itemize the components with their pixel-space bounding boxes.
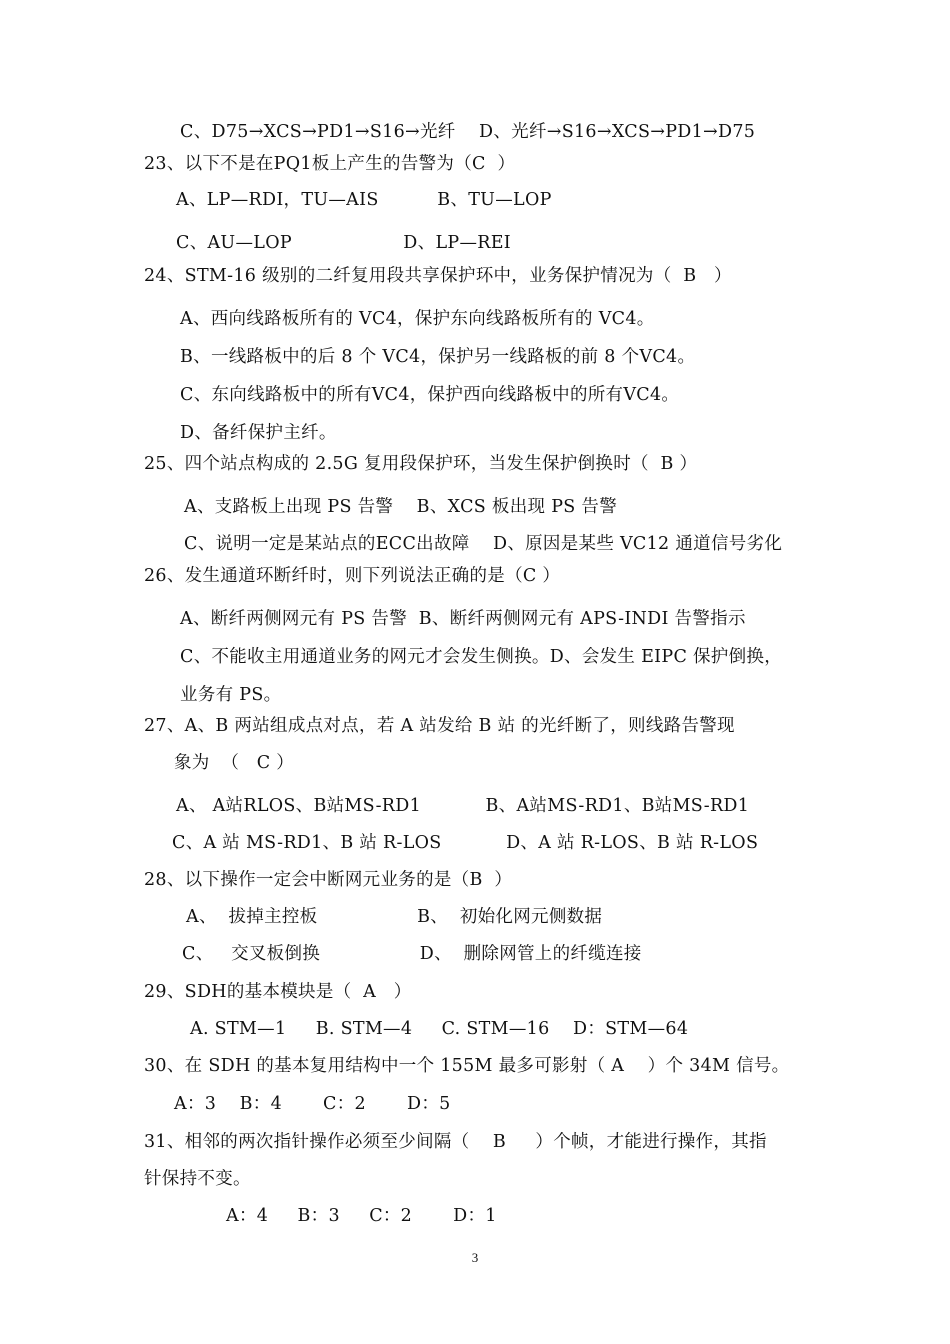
question-26: 26、发生通道环断纤时，则下列说法正确的是（C ）: [144, 566, 561, 586]
question-30: 30、在 SDH 的基本复用结构中一个 155M 最多可影射（ A ）个 34M 信号。: [144, 1056, 790, 1076]
options-q31: A：4 B：3 C：2 D：1: [226, 1206, 497, 1226]
question-27-cont: 象为 （ C ）: [174, 753, 295, 773]
options-q29: A. STM—1 B. STM—4 C. STM—16 D：STM—64: [190, 1019, 689, 1039]
option-ab-q25: A、支路板上出现 PS 告警 B、XCS 板出现 PS 告警: [184, 497, 618, 517]
option-ab-q28: A、 拔掉主控板 B、 初始化网元侧数据: [186, 907, 603, 927]
option-cd-q27: C、A 站 MS-RD1、B 站 R-LOS D、A 站 R-LOS、B 站 R-LOS: [172, 833, 759, 853]
options-q30: A：3 B：4 C：2 D：5: [174, 1094, 451, 1114]
option-cd-q23: C、AU—LOP D、LP—REI: [176, 233, 512, 253]
option-cd-q28: C、 交叉板倒换 D、 删除网管上的纤缆连接: [182, 944, 642, 964]
option-cd-q25: C、说明一定是某站点的ECC出故障 D、原因是某些 VC12 通道信号劣化: [184, 534, 783, 554]
question-31: 31、相邻的两次指针操作必须至少间隔（ B ）个帧，才能进行操作，其指: [144, 1132, 767, 1152]
text-line-c-option-q22: C、D75→XCS→PD1→S16→光纤 D、光纤→S16→XCS→PD1→D75: [180, 122, 756, 142]
option-ab-q23: A、LP—RDI，TU—AIS B、TU—LOP: [176, 190, 552, 210]
question-25: 25、四个站点构成的 2.5G 复用段保护环，当发生保护倒换时（ B ）: [144, 454, 698, 474]
question-27: 27、A、B 两站组成点对点，若 A 站发给 B 站 的光纤断了，则线路告警现: [144, 716, 735, 736]
option-cd-q26: C、不能收主用通道业务的网元才会发生侧换。D、会发生 EIPC 保护倒换，: [180, 647, 782, 667]
question-28: 28、以下操作一定会中断网元业务的是（B ）: [144, 870, 513, 890]
option-ab-q26: A、断纤两侧网元有 PS 告警 B、断纤两侧网元有 APS-INDI 告警指示: [180, 609, 746, 629]
question-29: 29、SDH的基本模块是（ A ）: [144, 982, 412, 1002]
option-ab-q27: A、 A站RLOS、B站MS-RD1 B、A站MS-RD1、B站MS-RD1: [176, 796, 750, 816]
option-d-q24: D、备纤保护主纤。: [180, 423, 337, 443]
option-b-q24: B、一线路板中的后 8 个 VC4，保护另一线路板的前 8 个VC4。: [180, 347, 696, 367]
option-a-q24: A、西向线路板所有的 VC4，保护东向线路板所有的 VC4。: [180, 309, 655, 329]
option-d-cont-q26: 业务有 PS。: [180, 685, 282, 705]
page-number: 3: [471, 1250, 479, 1265]
option-c-q24: C、东向线路板中的所有VC4，保护西向线路板中的所有VC4。: [180, 385, 680, 405]
question-24: 24、STM-16 级别的二纤复用段共享保护环中，业务保护情况为（ B ）: [144, 266, 732, 286]
question-23: 23、以下不是在PQ1板上产生的告警为（C ）: [144, 154, 516, 174]
question-31-cont: 针保持不变。: [144, 1169, 251, 1189]
